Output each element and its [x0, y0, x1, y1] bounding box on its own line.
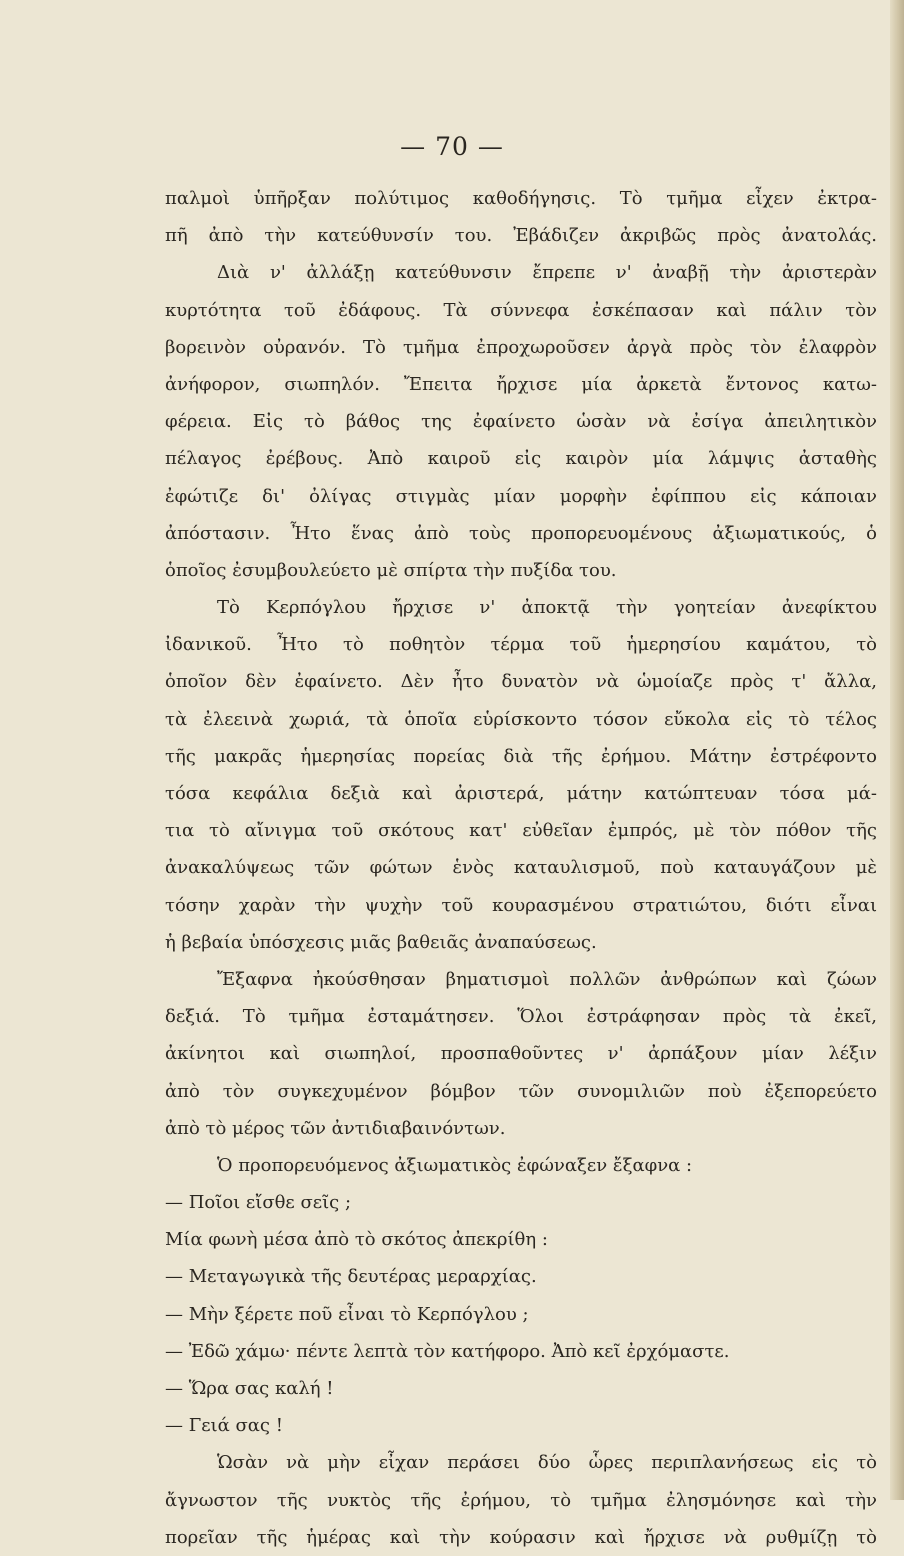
- text-line: ἀπόστασιν. Ἦτο ἕνας ἀπὸ τοὺς προπορευομένους ἀξιωματικούς, ὁ: [165, 522, 877, 544]
- text-line: τόσα κεφάλια δεξιὰ καὶ ἀριστερά, μάτην κατώπτευαν τόσα μά-: [165, 783, 877, 804]
- text-line: πορεῖαν τῆς ἡμέρας καὶ τὴν κούρασιν καὶ ἤρχισε νὰ ρυθμίζῃ τὸ: [165, 1526, 877, 1548]
- text-line: Ἔξαφνα ἠκούσθησαν βηματισμοὶ πολλῶν ἀνθρώπων καὶ ζώων: [217, 968, 877, 990]
- text-line: ἰδανικοῦ. Ἦτο τὸ ποθητὸν τέρμα τοῦ ἡμερησίου καμάτου, τὸ: [165, 634, 877, 656]
- page-edge: [890, 0, 904, 1500]
- text-line: ἐφώτιζε δι' ὀλίγας στιγμὰς μίαν μορφὴν ἐφίππου εἰς κάποιαν: [165, 485, 877, 507]
- text-line: — Μὴν ξέρετε ποῦ εἶναι τὸ Κερπόγλου ;: [165, 1303, 529, 1325]
- text-line: ὁποῖον δὲν ἐφαίνετο. Δὲν ἦτο δυνατὸν νὰ ὡμοίαζε πρὸς τ' ἄλλα,: [165, 671, 877, 693]
- text-line: — Ὥρα σας καλή !: [165, 1378, 334, 1399]
- text-line: πῆ ἀπὸ τὴν κατεύθυνσίν του. Ἐβάδιζεν ἀκριβῶς πρὸς ἀνατολάς.: [165, 225, 877, 247]
- page-number: — 70 —: [400, 132, 504, 161]
- text-line: Τὸ Κερπόγλου ἤρχισε ν' ἀποκτᾷ τὴν γοητείαν ἀνεφίκτου: [217, 597, 877, 619]
- text-line: τια τὸ αἴνιγμα τοῦ σκότους κατ' εὐθεῖαν ἐμπρός, μὲ τὸν πόθον τῆς: [165, 820, 877, 842]
- text-line: ἀπὸ τὸ μέρος τῶν ἀντιδιαβαινόντων.: [165, 1117, 506, 1139]
- text-line: ἀνήφορον, σιωπηλόν. Ἔπειτα ἤρχισε μία ἀρκετὰ ἔντονος κατω-: [165, 373, 877, 395]
- body-text: [165, 180, 877, 1556]
- text-line: ἀκίνητοι καὶ σιωπηλοί, προσπαθοῦντες ν' ἀρπάξουν μίαν λέξιν: [165, 1043, 877, 1065]
- text-line: Μία φωνὴ μέσα ἀπὸ τὸ σκότος ἀπεκρίθη :: [165, 1229, 548, 1251]
- text-line: — Ποῖοι εἴσθε σεῖς ;: [165, 1192, 352, 1214]
- text-line: βορεινὸν οὐρανόν. Τὸ τμῆμα ἐπροχωροῦσεν ἀργὰ πρὸς τὸν ἐλαφρὸν: [165, 336, 877, 358]
- text-line: τόσην χαρὰν τὴν ψυχὴν τοῦ κουρασμένου στρατιώτου, διότι εἶναι: [165, 894, 877, 916]
- text-line: ὁποῖος ἐσυμβουλεύετο μὲ σπίρτα τὴν πυξίδα του.: [165, 559, 617, 581]
- text-line: Διὰ ν' ἀλλάξῃ κατεύθυνσιν ἔπρεπε ν' ἀναβῇ τὴν ἀριστερὰν: [217, 262, 877, 284]
- text-line: τὰ ἐλεεινὰ χωριά, τὰ ὁποῖα εὑρίσκοντο τόσον εὔκολα εἰς τὸ τέλος: [165, 708, 877, 730]
- text-line: τῆς μακρᾶς ἡμερησίας πορείας διὰ τῆς ἐρήμου. Μάτην ἐστρέφοντο: [165, 745, 877, 767]
- text-line: κυρτότητα τοῦ ἐδάφους. Τὰ σύννεφα ἐσκέπασαν καὶ πάλιν τὸν: [165, 299, 877, 321]
- text-line: παλμοὶ ὑπῆρξαν πολύτιμος καθοδήγησις. Τὸ τμῆμα εἶχεν ἐκτρα-: [165, 188, 877, 209]
- text-line: ἄγνωστον τῆς νυκτὸς τῆς ἐρήμου, τὸ τμῆμα ἐλησμόνησε καὶ τὴν: [165, 1489, 877, 1511]
- text-line: πέλαγος ἐρέβους. Ἀπὸ καιροῦ εἰς καιρὸν μία λάμψις ἀσταθὴς: [165, 448, 877, 470]
- text-line: Ὡσὰν νὰ μὴν εἶχαν περάσει δύο ὧρες περιπλανήσεως εἰς τὸ: [217, 1452, 877, 1474]
- text-line: — Ἐδῶ χάμω· πέντε λεπτὰ τὸν κατήφορο. Ἀπὸ κεῖ ἐρχόμαστε.: [165, 1340, 730, 1362]
- text-line: ἡ βεβαία ὑπόσχεσις μιᾶς βαθειᾶς ἀναπαύσεως.: [165, 931, 597, 953]
- text-line: ἀπὸ τὸν συγκεχυμένον βόμβον τῶν συνομιλιῶν ποὺ ἐξεπορεύετο: [165, 1080, 877, 1102]
- text-line: — Γειά σας !: [165, 1415, 283, 1437]
- text-line: φέρεια. Εἰς τὸ βάθος της ἐφαίνετο ὡσὰν νὰ ἐσίγα ἀπειλητικὸν: [165, 411, 877, 433]
- text-line: — Μεταγωγικὰ τῆς δευτέρας μεραρχίας.: [165, 1266, 537, 1288]
- text-line: Ὁ προπορευόμενος ἀξιωματικὸς ἐφώναξεν ἔξαφνα :: [217, 1154, 693, 1176]
- text-line: ἀνακαλύψεως τῶν φώτων ἑνὸς καταυλισμοῦ, ποὺ καταυγάζουν μὲ: [165, 857, 877, 879]
- text-line: δεξιά. Τὸ τμῆμα ἐσταμάτησεν. Ὅλοι ἐστράφησαν πρὸς τὰ ἐκεῖ,: [165, 1006, 877, 1028]
